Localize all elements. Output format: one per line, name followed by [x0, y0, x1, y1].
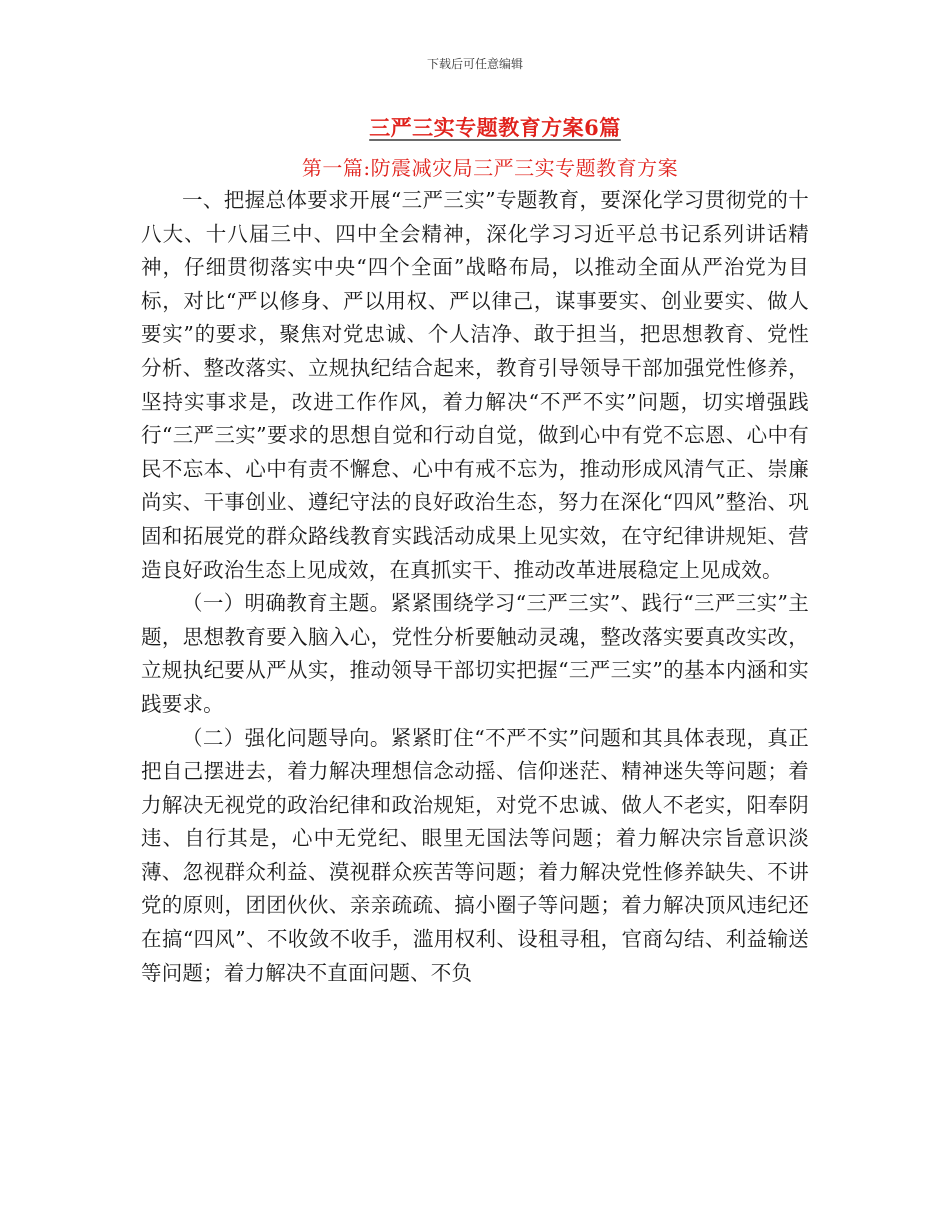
page-header-note: 下载后可任意编辑 [426, 57, 523, 71]
document-subtitle: 第一篇:防震减灾局三严三实专题教育方案 [301, 156, 679, 180]
document-body [141, 184, 809, 990]
document-title [0, 112, 950, 142]
paragraph-general-requirements: 一、把握总体要求开展“三严三实”专题教育，要深化学习贯彻党的十八大、十八届三中、四中全会精神，深化学习习近平总书记系列讲话精神，仔细贯彻落实中央“四个全面”战略布局，以推动全面从严治党为目标，对比“严以修身、严以用权、严以律己，谋事要实、创业要实、做人要实”的要求，聚焦对党忠诚、个人洁净、敢于担当，把思想教育、党性分析、整改落实、立规执纪结合起来，教育引导领导干部加强党性修养，坚持实事求是，改进工作作风，着力解决“不严不实”问题，切实增强践行“三严三实”要求的思想自觉和行动自觉，做到心中有党不忘恩、心中有民不忘本、心中有责不懈怠、心中有戒不忘为，推动形成风清气正、崇廉尚实、干事创业、遵纪守法的良好政治生态，努力在深化“四风”整治、巩固和拓展党的群众路线教育实践活动成果上见实效，在守纪律讲规矩、营造良好政治生态上见成效，在真抓实干、推动改革进展稳定上见成效。 [141, 188, 809, 582]
paragraph-problem-orientation: （二）强化问题导向。紧紧盯住“不严不实”问题和其具体表现，真正把自己摆进去，着力解决理想信念动摇、信仰迷茫、精神迷失等问题；着力解决无视党的政治纪律和政治规矩，对党不忠诚、做人不老实，阳奉阴违、自行其是，心中无党纪、眼里无国法等问题；着力解决宗旨意识淡薄、忽视群众利益、漠视群众疾苦等问题；着力解决党性修养缺失、不讲党的原则，团团伙伙、亲亲疏疏、搞小圈子等问题；着力解决顶风违纪还在搞“四风”、不收敛不收手，滥用权利、设租寻租，官商勾结、利益输送等问题；着力解决不直面问题、不负 [141, 725, 809, 985]
document-title-text: 三严三实专题教育方案6篇 [369, 115, 621, 140]
paragraph-education-theme: （一）明确教育主题。紧紧围绕学习“三严三实”、践行“三严三实”主题，思想教育要入脑入心，党性分析要触动灵魂，整改落实要真改实改，立规执纪要从严从实，推动领导干部切实把握“三严三实”的基本内涵和实践要求。 [141, 591, 809, 716]
